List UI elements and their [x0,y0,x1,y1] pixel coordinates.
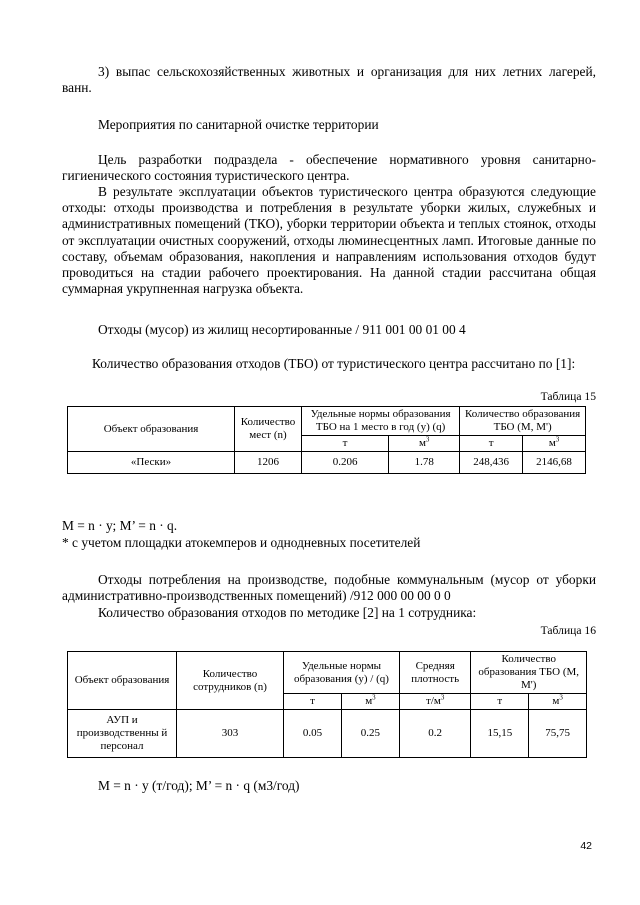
t16-unit-m2: $м^3$ [529,694,587,710]
t16-row-q: 0.25 [341,710,399,758]
section-heading: Мероприятия по санитарной очистке территории [98,117,379,132]
t15-header-places: Количество мест (n) [235,407,302,452]
paragraph-method: Количество образования отходов по методике [2] на 1 сотрудника: [98,605,477,620]
table-15 [67,406,586,474]
paragraph-waste-code: Отходы (мусор) из жилищ несортированные / 911 001 00 01 00 4 [98,322,466,337]
t16-header-density: Средняя плотность [399,652,471,694]
paragraph-amount: Количество образования отходов (ТБО) от туристического центра рассчитано по [1]: [92,356,576,371]
t15-row-M2: 2146,68 [523,452,586,474]
paragraph-vypas: 3) выпас сельскохозяйственных животных и организация для них летних лагерей, ванн. [62,64,596,96]
table16-caption: Таблица 16 [540,624,596,637]
t15-header-amount: Количество образования ТБО (М, М') [460,407,586,436]
t16-header-amount: Количество образования ТБО (М, М') [471,652,587,694]
paragraph-consumption: Отходы потребления на производстве, подобные коммунальным (мусор от уборки административно-производственных помещений) /912 000 00 00 0 0 [62,572,596,604]
paragraph-result: В результате эксплуатации объектов туристического центра образуются следующие отходы: отходы производства и потребления в результате уборки жилых, служебных и административных помещений (ТКО), уборки территории объекта и теплых стоянок, отходы от эксплуатации очистных сооружений, отходы люминесцентных ламп. Итоговые данные по составу, объемам образования, накопления и направлениям использования отходов будут проводиться на стадии рабочего проектирования. На данной стадии рассчитана общая суммарная укрупненная нагрузка объекта. [62,184,596,297]
t15-row-n: 1206 [235,452,302,474]
t16-header-object: Объект образования [68,652,177,710]
page-number: 42 [580,840,592,852]
t15-header-object: Объект образования [68,407,235,452]
t16-row-M: 15,15 [471,710,529,758]
t16-unit-t1: т [284,694,342,710]
table15-caption: Таблица 15 [540,390,596,403]
t15-unit-m2: $м^3$ [523,436,586,452]
t15-row-q: 1.78 [389,452,460,474]
t15-row-M: 248,436 [460,452,523,474]
t15-header-norms: Удельные нормы образования ТБО на 1 место в год (у) (q) [302,407,460,436]
t15-unit-m1: $м^3$ [389,436,460,452]
t16-row-p: 0.2 [399,710,471,758]
t16-header-staff: Количество сотрудников (n) [177,652,284,710]
table-16 [67,651,587,758]
t16-unit-t2: т [471,694,529,710]
t16-row-M2: 75,75 [529,710,587,758]
t16-unit-tm: $т/м^3$ [399,694,471,710]
t16-row-n: 303 [177,710,284,758]
t16-unit-m1: $м^3$ [341,694,399,710]
t15-unit-t1: т [302,436,389,452]
t15-unit-t2: т [460,436,523,452]
t16-row-y: 0.05 [284,710,342,758]
paragraph-goal: Цель разработки подраздела - обеспечение нормативного уровня санитарно-гигиенического состояния туристического центра. [62,152,596,184]
t15-row-object: «Пески» [68,452,235,474]
t16-header-norms: Удельные нормы образования (у) / (q) [284,652,400,694]
formula-1: М = n · у; М’ = n · q. [62,518,178,533]
formula-2: М = n · у (т/год); М’ = n · q (м3/год) [98,778,300,793]
t15-row-y: 0.206 [302,452,389,474]
t16-row-object: АУП и производственны й персонал [68,710,177,758]
footnote-1: * с учетом площадки атокемперов и однодневных посетителей [62,535,421,550]
